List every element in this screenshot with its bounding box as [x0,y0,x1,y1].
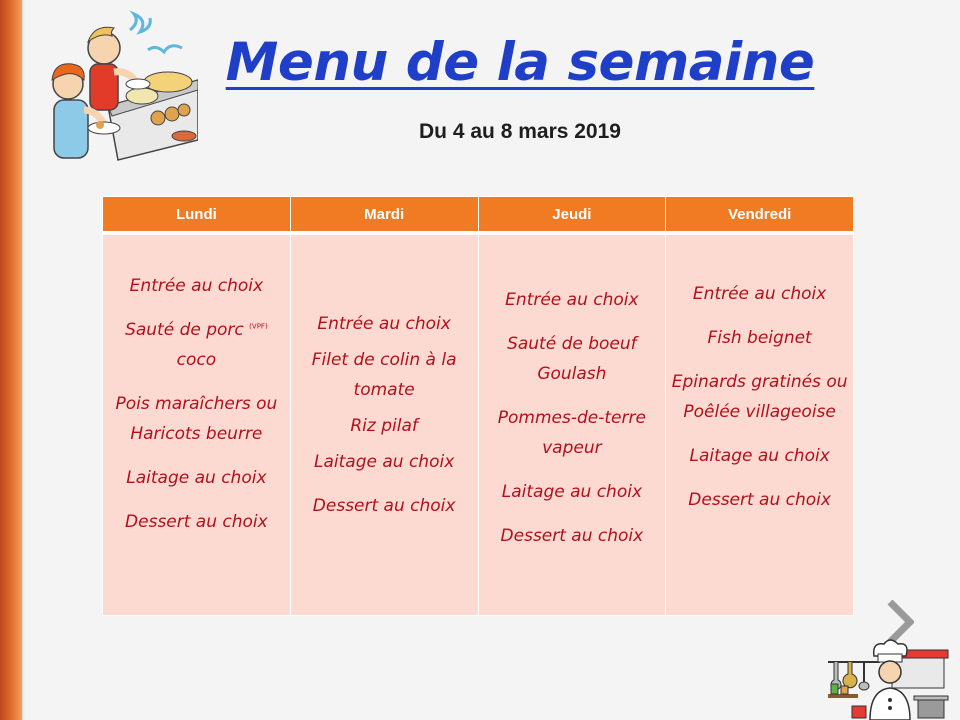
menu-item: Riz pilaf [350,416,418,436]
menu-item: Sauté de boeuf Goulash [507,334,637,384]
weekly-menu-table [102,196,854,616]
menu-cell-lundi [103,233,291,616]
menu-item: Pommes-de-terre vapeur [497,408,646,458]
day-header-row [103,197,854,234]
menu-item: Fish beignet [707,328,812,348]
menu-cell-jeudi [478,233,666,616]
menu-item: Entrée au choix [129,276,264,296]
menu-item: Dessert au choix [125,512,268,532]
day-header-jeudi: Jeudi [478,197,666,234]
menu-item: Entrée au choix [692,284,827,304]
menu-cell-mardi [290,233,478,616]
kids-buffet-clipart [38,10,198,166]
left-decorative-band [0,0,22,720]
menu-item: Epinards gratinés ou Poêlée villageoise [671,372,848,422]
page-title: Menu de la semaine [225,32,815,93]
menu-list-vendredi [666,235,853,529]
origin-label: (VPF) [249,322,268,331]
menu-item: Dessert au choix [312,496,456,516]
menu-item: Laitage au choix [126,468,267,488]
menu-item-text: coco [176,350,217,370]
menu-item: Entrée au choix [317,314,451,334]
menu-item: Laitage au choix [501,482,642,502]
menu-item: Laitage au choix [314,452,455,472]
menu-list-lundi [103,235,290,551]
menu-item-text: Sauté de porc [125,320,244,340]
menu-item: Dessert au choix [500,526,644,546]
week-date-range: Du 4 au 8 mars 2019 [419,120,621,143]
menu-item: Dessert au choix [688,490,831,510]
menu-list-jeudi [479,235,666,565]
menu-item: Entrée au choix [505,290,639,310]
day-header-vendredi: Vendredi [666,197,854,234]
menu-items-row [103,233,854,616]
chef-kitchen-clipart [826,636,952,720]
day-header-mardi: Mardi [290,197,478,234]
menu-list-mardi [291,235,478,535]
day-header-lundi: Lundi [103,197,291,234]
menu-item [125,315,268,375]
menu-cell-vendredi [666,233,854,616]
menu-item: Filet de colin à la tomate [311,350,457,400]
menu-item: Pois maraîchers ou Haricots beurre [115,394,278,444]
menu-item: Laitage au choix [689,446,830,466]
left-band-shadow [22,0,25,720]
